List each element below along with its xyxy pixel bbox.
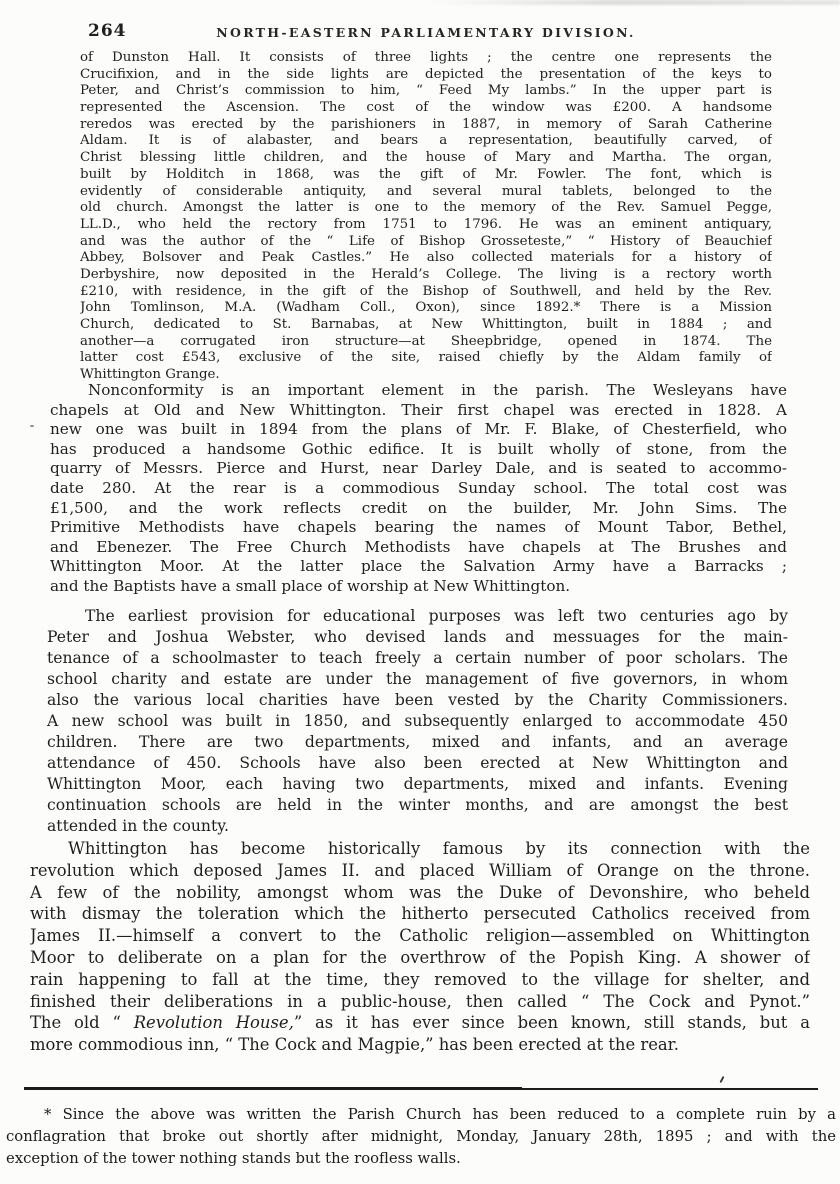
text-line: Whittington Moor. At the latter place the Salvation Army have a Barracks ;: [50, 557, 787, 576]
text-line: Primitive Methodists have chapels bearing the names of Mount Tabor, Bethel,: [50, 518, 787, 537]
text-line: Derbyshire, now deposited in the Herald’s College. The living is a rectory worth: [80, 266, 772, 282]
text-line: Peter, and Christ’s commission to him, “ Feed My lambs.” In the upper part is: [80, 83, 772, 99]
text-line: old church. Amongst the latter is one to the memory of the Rev. Samuel Pegge,: [80, 200, 772, 216]
text-line: Church, dedicated to St. Barnabas, at New Whittington, built in 1884 ; and: [80, 317, 772, 332]
text-line: with dismay the toleration which the hitherto persecuted Catholics received from: [30, 904, 810, 924]
text-line: rain happening to fall at the time, they removed to the village for shelter, and: [30, 969, 810, 989]
text-line: quarry of Messrs. Pierce and Hurst, near Darley Dale, and is seated to accommo-: [50, 459, 787, 478]
page-number: 264: [88, 21, 127, 41]
text-line: and the Baptists have a small place of worship at New Whittington.: [50, 576, 571, 595]
text-line: finished their deliberations in a public-house, then called “ The Cock and Pynot.”: [30, 991, 810, 1011]
paragraph-revolution-house: [30, 838, 810, 1056]
text-line: The earliest provision for educational purposes was left two centuries ago by: [85, 607, 788, 625]
text-line: represented the Ascension. The cost of the window was £200. A handsome: [80, 100, 772, 116]
scan-artifact-top-smudge: [430, 0, 840, 5]
text-line: Nonconformity is an important element in the parish. The Wesleyans have: [88, 381, 787, 399]
text-line: school charity and estate are under the management of five governors, in whom: [47, 670, 788, 688]
text-line: new one was built in 1894 from the plans of Mr. F. Blake, of Chesterfield, who: [50, 420, 787, 439]
text-line: * Since the above was written the Parish Church has been reduced to a complete ruin by a: [44, 1106, 836, 1123]
text-line: conflagration that broke out shortly after midnight, Monday, January 28th, 1895 ; and with the: [6, 1128, 836, 1145]
text-line: continuation schools are held in the winter months, and are amongst the best: [47, 796, 788, 814]
running-header: NORTH-EASTERN PARLIAMENTARY DIVISION.: [216, 25, 636, 40]
text-line: date 280. At the rear is a commodious Sunday school. The total cost was: [50, 478, 787, 497]
text-line: revolution which deposed James II. and placed William of Orange on the throne.: [30, 860, 810, 880]
text-line: Aldam. It is of alabaster, and bears a representation, beautifully carved, of: [80, 133, 772, 149]
text-line: LL.D., who held the rectory from 1751 to 1796. He was an eminent antiquary,: [80, 216, 772, 232]
text-line: attendance of 450. Schools have also been erected at New Whittington and: [47, 754, 788, 772]
text-line: chapels at Old and New Whittington. Their first chapel was erected in 1828. A: [50, 400, 787, 419]
text-line: latter cost £543, exclusive of the site, raised chiefly by the Aldam family of: [80, 350, 772, 366]
scan-artifact-speck: [30, 425, 34, 427]
text-line: Christ blessing little children, and the house of Mary and Martha. The organ,: [80, 150, 772, 166]
text-line: reredos was erected by the parishioners in 1887, in memory of Sarah Catherine: [80, 116, 772, 132]
text-line: Moor to deliberate on a plan for the overthrow of the Popish King. A shower of: [30, 947, 810, 967]
text-line: tenance of a schoolmaster to teach freely a certain number of poor scholars. The: [47, 649, 788, 667]
text-line: exception of the tower nothing stands but the roofless walls.: [6, 1150, 461, 1167]
text-line: attended in the county.: [47, 817, 229, 835]
text-line: built by Holditch in 1868, was the gift of Mr. Fowler. The font, which is: [80, 166, 772, 182]
footnote-separator-rule-right: [522, 1088, 818, 1090]
text-line: also the various local charities have been vested by the Charity Commissioners.: [47, 691, 788, 709]
text-line: Whittington Grange.: [80, 367, 220, 383]
text-line: of Dunston Hall. It consists of three lights ; the centre one represents the: [80, 50, 772, 65]
text-line: John Tomlinson, M.A. (Wadham Coll., Oxon), since 1892.* There is a Mission: [80, 300, 772, 316]
scan-artifact-tick: [719, 1076, 724, 1083]
text-line: evidently of considerable antiquity, and several mural tablets, belonged to the: [80, 183, 772, 199]
paragraph-education: [47, 606, 788, 837]
text-line: more commodious inn, “ The Cock and Magpie,” has been erected at the rear.: [30, 1035, 679, 1055]
text-line: has produced a handsome Gothic edifice. It is built wholly of stone, from the: [50, 439, 787, 458]
footnote-separator-rule-left: [24, 1087, 522, 1090]
text-line: and was the author of the “ Life of Bishop Grosseteste,” “ History of Beauchief: [80, 233, 772, 249]
text-line: another—a corrugated iron structure—at Sheepbridge, opened in 1874. The: [80, 333, 772, 349]
text-line: The old “ Revolution House,” as it has ever since been known, still stands, but a: [30, 1013, 810, 1033]
paragraph-nonconformity: [50, 381, 787, 597]
paragraph-footnote: [6, 1104, 836, 1170]
text-line: Whittington Moor, each having two departments, mixed and infants. Evening: [47, 775, 788, 793]
text-line: Crucifixion, and in the side lights are depicted the presentation of the keys to: [80, 66, 772, 82]
text-line: A new school was built in 1850, and subsequently enlarged to accommodate 450: [47, 712, 788, 730]
text-line: and Ebenezer. The Free Church Methodists have chapels at The Brushes and: [50, 537, 787, 556]
text-line: £210, with residence, in the gift of the Bishop of Southwell, and held by the Rev.: [80, 283, 772, 299]
text-line: A few of the nobility, amongst whom was the Duke of Devonshire, who beheld: [30, 882, 810, 902]
text-line: Peter and Joshua Webster, who devised lands and messuages for the main-: [47, 628, 788, 646]
text-line: James II.—himself a convert to the Catholic religion—assembled on Whittington: [30, 926, 810, 946]
text-line: Whittington has become historically famous by its connection with the: [68, 839, 810, 858]
text-line: £1,500, and the work reflects credit on the builder, Mr. John Sims. The: [50, 498, 787, 517]
text-line: Abbey, Bolsover and Peak Castles.” He also collected materials for a history of: [80, 250, 772, 266]
paragraph-parish-church-continuation: [80, 50, 772, 384]
text-line: children. There are two departments, mixed and infants, and an average: [47, 733, 788, 751]
